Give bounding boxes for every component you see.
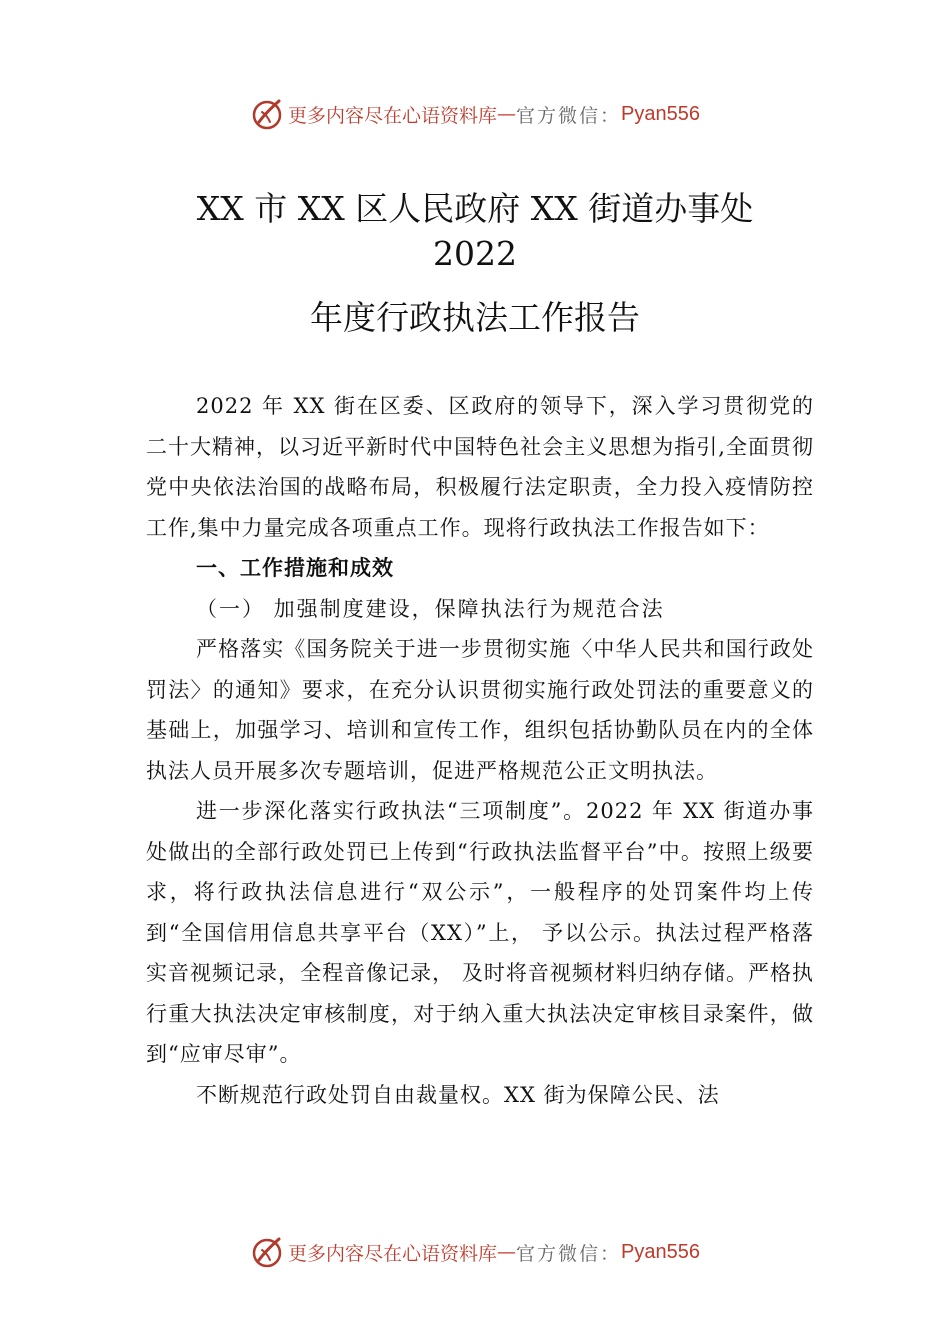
brush-logo-icon [250,97,284,131]
document-title-line2: 2022 [433,234,517,273]
banner-wechat-label: 官方微信： [516,1242,622,1265]
subsection-heading: （一） 加强制度建设，保障执法行为规范合法 [196,596,665,621]
banner-wechat-label: 官方微信： [516,104,622,127]
banner-dash: — [497,1241,517,1263]
banner-wechat-id: Pyan556 [621,102,700,125]
document-title-line3: 年度行政执法工作报告 [310,298,640,337]
body-paragraph: 严格落实《国务院关于进一步贯彻实施〈中华人民共和国行政处罚法〉的通知》要求，在充分认识贯彻实施行政处罚法的重要意义的基础上，加强学习、培训和宣传工作，组织包括协勤队员在内的全体执法人员开展多次专题培训，促进严格规范公正文明执法。 [146,637,814,783]
intro-paragraph: 2022 年 XX 街在区委、区政府的领导下，深入学习贯彻党的二十大精神，以习近平新时代中国特色社会主义思想为指引,全面贯彻党中央依法治国的战略布局，积极履行法定职责，全力投入疫情防控工作,集中力量完成各项重点工作。现将行政执法工作报告如下： [146,394,814,540]
banner-wechat-id: Pyan556 [621,1240,700,1263]
header-banner [0,94,950,134]
banner-dash: — [497,103,517,125]
section-heading: 一、工作措施和成效 [196,556,394,580]
banner-main-text: 更多内容尽在心语资料库 [288,104,498,127]
banner-main-text: 更多内容尽在心语资料库 [288,1242,498,1265]
footer-banner [0,1232,950,1272]
brush-logo-icon [250,1235,284,1269]
body-paragraph: 不断规范行政处罚自由裁量权。XX 街为保障公民、法 [196,1082,720,1107]
body-paragraph: 进一步深化落实行政执法“三项制度”。2022 年 XX 街道办事处做出的全部行政处罚已上传到“行政执法监督平台”中。按照上级要求，将行政执法信息进行“双公示”，一般程序的处罚案件均上传到“全国信用信息共享平台（XX）”上， 予以公示。执法过程严格落实音视频记录，全程音像记录， 及时将音视频材料归纳存储。严格执行重大执法决定审核制度，对于纳入重大执法决定审核目录案件，做到“应审尽审”。 [146,799,814,1066]
document-body [146,386,814,1115]
document-title-line1: XX 市 XX 区人民政府 XX 街道办事处 [196,189,754,228]
